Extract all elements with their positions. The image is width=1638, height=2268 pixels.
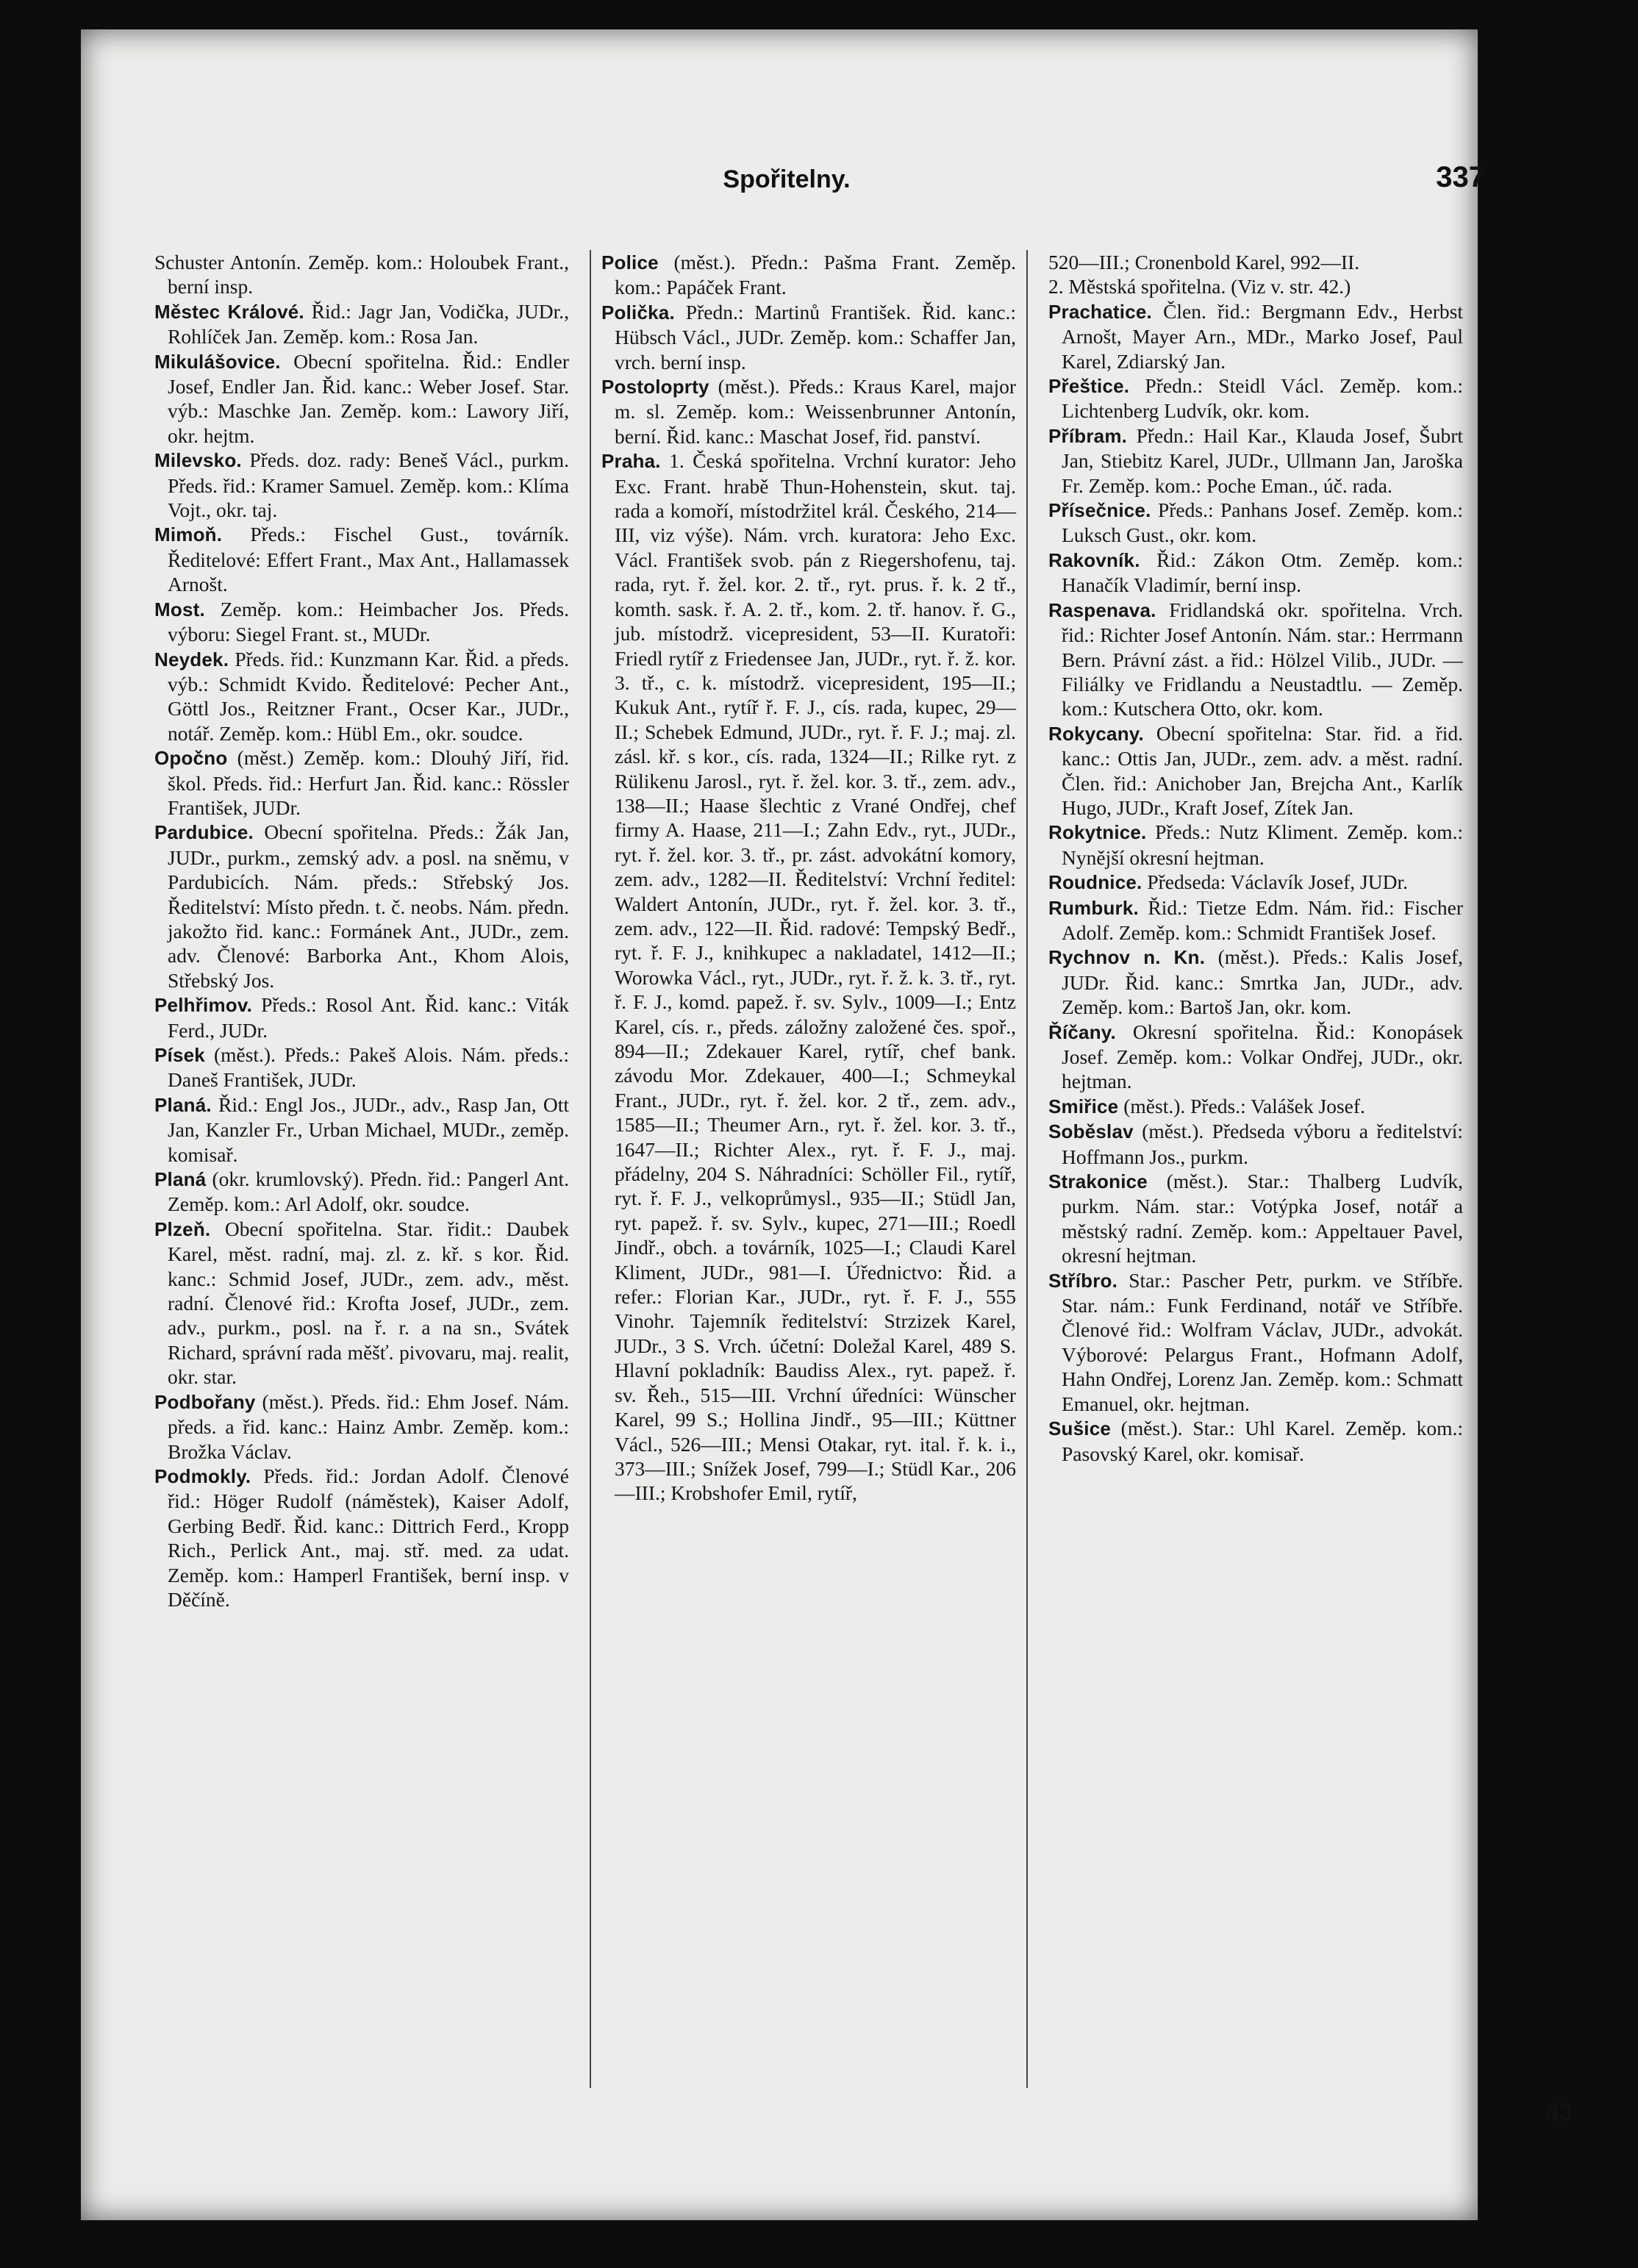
directory-entry <box>154 522 569 596</box>
entry-text: (měst.). Star.: Thalberg Ludvík, purkm. Nám. star.: Votýpka Josef, notář a městský radní. Zeměp. kom.: Appeltauer Pavel, okresní hejtman. <box>1062 1170 1463 1267</box>
directory-entry <box>154 1217 569 1389</box>
entry-text: Fridlandská okr. spořitelna. Vrch. řid.: Richter Josef Antonín. Nám. star.: Herrmann Bern. Právní zást. a řid.: Hölzel Vilib., JUDr. — Filiálky ve Fridlandu a Neustadtlu. — Zeměp. kom.: Kutschera Otto, okr. kom. <box>1062 598 1463 720</box>
directory-entry <box>154 597 569 647</box>
directory-entry <box>1048 598 1463 721</box>
entry-text: (měst.). Předs.: Pakeš Alois. Nám. předs.: Daneš František, JUDr. <box>168 1043 569 1092</box>
directory-entry <box>1048 1268 1463 1416</box>
entry-text: (měst.). Předs.: Kraus Karel, major m. sl. Zeměp. kom.: Weissenbrunner Antonín, berní. Řid. kanc.: Maschat Josef, řid. panství. <box>615 375 1016 448</box>
column-middle <box>590 250 1028 2088</box>
place-name: Prachatice. <box>1048 300 1152 323</box>
place-name: Městec Králové. <box>154 300 304 323</box>
page-header <box>81 161 1485 210</box>
directory-entry <box>1048 299 1463 373</box>
entry-text: 520—III.; Cronenbold Karel, 992—II. <box>1048 251 1360 273</box>
column-right <box>1048 250 1463 2088</box>
place-name: Planá <box>154 1168 207 1191</box>
page-number: 337 <box>1436 161 1485 193</box>
entry-text: Obecní spořitelna. Předs.: Žák Jan, JUDr., purkm., zemský adv. a posl. na sněmu, v Pardubicích. Nám. předs.: Střebský Jos. Ředitelství: Místo předn. t. č. neobs. Nám. předn. jakožto řid. kanc.: Formánek Ant., JUDr., zem. adv. Členové: Barborka Ant., Khom Alois, Střebský Jos. <box>168 820 569 992</box>
directory-entry <box>601 374 1016 448</box>
entry-text: (měst.). Předs. řid.: Ehm Josef. Nám. předs. a řid. kanc.: Hainz Ambr. Zeměp. kom.: Brožka Václav. <box>168 1389 569 1463</box>
entry-text: Zeměp. kom.: Heimbacher Jos. Předs. výboru: Siegel Frant. st., MUDr. <box>168 597 569 646</box>
place-name: Planá. <box>154 1093 212 1116</box>
place-name: Stříbro. <box>1048 1269 1118 1292</box>
place-name: Příbram. <box>1048 424 1128 447</box>
directory-entry <box>1048 820 1463 870</box>
place-name: Strakonice <box>1048 1170 1148 1193</box>
directory-entry <box>1048 250 1463 274</box>
column-left <box>154 250 569 2088</box>
directory-entry <box>154 745 569 820</box>
directory-entry <box>1048 945 1463 1019</box>
directory-entry <box>1048 895 1463 945</box>
place-name: Rakovník. <box>1048 548 1140 571</box>
place-name: Neydek. <box>154 648 229 670</box>
place-name: Mimoň. <box>154 523 223 546</box>
entry-text: (měst.). Předseda výboru a ředitelství: Hoffmann Jos., purkm. <box>1062 1120 1463 1168</box>
directory-entry <box>154 992 569 1042</box>
place-name: Polička. <box>601 301 675 323</box>
directory-entry <box>1048 498 1463 548</box>
place-name: Smiřice <box>1048 1095 1119 1117</box>
entry-text: Předs.: Nutz Kliment. Zeměp. kom.: Nynější okresní hejtman. <box>1062 820 1463 869</box>
directory-entry <box>154 299 569 349</box>
entry-text: Řid.: Tietze Edm. Nám. řid.: Fischer Adolf. Zeměp. kom.: Schmidt František Josef. <box>1062 895 1463 944</box>
place-name: Rychnov n. Kn. <box>1048 946 1206 969</box>
entry-text: Předs.: Fischel Gust., továrník. Ředitelové: Effert Frant., Max Ant., Hallamassek Arnošt. <box>168 523 569 596</box>
directory-entry <box>154 1389 569 1464</box>
place-name: Postoloprty <box>601 376 709 398</box>
directory-entry <box>1048 870 1463 895</box>
directory-entry <box>154 1092 569 1167</box>
place-name: Říčany. <box>1048 1020 1116 1043</box>
entry-text: Předs. doz. rady: Beneš Václ., purkm. Předs. řid.: Kramer Samuel. Zeměp. kom.: Klíma Vojt., okr. taj. <box>168 448 569 522</box>
directory-entry <box>154 1464 569 1611</box>
place-name: Sušice <box>1048 1417 1112 1440</box>
entry-text: Řid.: Zákon Otm. Zeměp. kom.: Hanačík Vladimír, berní insp. <box>1062 548 1463 597</box>
place-name: Opočno <box>154 747 228 770</box>
place-name: Podmokly. <box>154 1464 251 1487</box>
entry-text: Schuster Antonín. Zeměp. kom.: Holoubek Frant., berní insp. <box>154 251 569 298</box>
entry-text: Člen. řid.: Bergmann Edv., Herbst Arnošt, Mayer Arn., MDr., Marko Josef, Paul Karel, Zdiarský Jan. <box>1062 299 1463 373</box>
entry-text: (měst.) Zeměp. kom.: Dlouhý Jiří, řid. škol. Předs. řid.: Herfurt Jan. Řid. kanc.: Rössler František, JUDr. <box>168 746 569 819</box>
directory-entry <box>1048 1094 1463 1119</box>
place-name: Plzeň. <box>154 1217 211 1240</box>
directory-entry <box>1048 373 1463 423</box>
place-name: Milevsko. <box>154 449 242 472</box>
place-name: Rokytnice. <box>1048 821 1147 844</box>
place-name: Mikulášovice. <box>154 350 281 373</box>
directory-entry <box>601 300 1016 374</box>
directory-entry <box>1048 274 1463 298</box>
entry-text: Okresní spořitelna. Řid.: Konopásek Josef. Zeměp. kom.: Volkar Ondřej, JUDr., okr. hejtman. <box>1062 1020 1463 1093</box>
place-name: Přeštice. <box>1048 375 1130 398</box>
entry-text: Předn.: Steidl Václ. Zeměp. kom.: Lichtenberg Ludvík, okr. kom. <box>1062 374 1463 423</box>
entry-text: (okr. krumlovský). Předn. řid.: Pangerl Ant. Zeměp. kom.: Arl Adolf, okr. soudce. <box>168 1167 569 1216</box>
entry-text: Předs.: Panhans Josef. Zeměp. kom.: Luksch Gust., okr. kom. <box>1062 498 1463 547</box>
entry-text: (měst.). Předn.: Pašma Frant. Zeměp. kom.: Papáček Frant. <box>615 251 1017 299</box>
directory-entry <box>154 1042 569 1092</box>
entry-text: (měst.). Star.: Uhl Karel. Zeměp. kom.: Pasovský Karel, okr. komisař. <box>1062 1417 1463 1465</box>
entry-text: Obecní spořitelna. Řid.: Endler Josef, Endler Jan. Řid. kanc.: Weber Josef. Star. výb.: Maschke Jan. Zeměp. kom.: Lawory Jiří, okr. hejtm. <box>168 349 569 447</box>
place-name: Rokycany. <box>1048 722 1144 745</box>
entry-text: 1. Česká spořitelna. Vrchní kurator: Jeho Exc. Frant. hrabě Thun-Hohenstein, skut. taj. rada a komoří, místodržitel král. Českého, 214—III, viz výše). Nám. vrch. kuratora: Jeho Exc. Václ. František svob. pán z Riegershofenu, taj. rada, ryt. ř. žel. kor. 2. tř., ryt. prus. ř. k. 2 tř., komth. sask. ř. A. 2. tř., kom. 2. tř. hanov. ř. G., jub. místodrž. vicepresident, 53—II. Kuratoři: Friedl rytíř z Friedensee Jan, JUDr., ryt. ř. ž. kor. 3. tř., c. k. místodrž. vicepresident, 195—II.; Kukuk Ant., rytíř ř. F. J., cís. rada, kupec, 29—II.; Schebek Edmund, JUDr., ryt. ř. F. J.; maj. zl. zásl. kř. s kor., cís. rada, 1324—II.; Rilke ryt. z Rülikenu Jarosl., ryt. ř. žel. kor. 3. tř., zem. adv., 138—II.; Haase šlechtic z Vrané Ondřej, chef firmy A. Haase, 211—I.; Zahn Edv., ryt., JUDr., ryt. ř. žel. kor. 3. tř., pr. zást. advokátní komory, zem. adv., 1282—II. Ředitelství: Vrchní ředitel: Waldert Antonín, JUDr., ryt. ř. žel. kor. 3. tř., zem. adv., 122—II. Řid. radové: Tempský Bedř., ryt. ř. F. J., knihkupec a nakladatel, 1412—II.; Worowka Václ., ryt., JUDr., ryt. ř. ž. k. 3. tř., ryt. ř. F. J., komd. papež. ř. sv. Sylv., 1009—I.; Entz Karel, cís. r., předs. záložny založené čes. spoř., 894—II.; Zdekauer Karel, rytíř, chef bank. závodu Mor. Zdekauer, 400—I.; Schmeykal Frant., JUDr., ryt. ř. žel. kor. 2 tř., zem. adv., 1585—II.; Theumer Arn., ryt. ř. žel. kor. 3. tř., 1647—II.; Richter Alex., ryt. ř. F. J., maj. přádelny, 204 S. Náhradníci: Schöller Fil., rytíř, ryt. ř. F. J., velkoprůmysl., 935—II.; Stüdl Jan, ryt. papež. ř. sv. Sylv., kupec, 271—III.; Roedl Jindř., obch. a továrník, 1025—I.; Claudi Karel Kliment, JUDr., 981—I. Úřednictvo: Řid. a refer.: Florian Kar., JUDr., ryt. ř. F. J., 555 Vinohr. Tajemník ředitelství: Strzizek Karel, JUDr., 3 S. Vrch. účetní: Doležal Karel, 489 S. Hlavní pokladník: Baudiss Alex., ryt. papež. ř. sv. Řeh., 515—III. Vrchní úředníci: Wünscher Karel, 99 S.; Hollina Jindř., 95—III.; Küttner Václ., 526—III.; Mensi Otakar, ryt. ital. ř. k. i., 373—III.; Snížek Josef, 799—I.; Stüdl Kar., 206—III.; Krobshofer Emil, rytíř, <box>615 449 1017 1505</box>
entry-text: Obecní spořitelna. Star. řidit.: Daubek Karel, měst. radní, maj. zl. z. kř. s kor. Řid. kanc.: Schmid Josef, JUDr., zem. adv., měst. radní. Členové řid.: Krofta Josef, JUDr., zem. adv., purkm., posl. na ř. r. a na sn., Svátek Richard, správní rada měšť. pivovaru, maj. realit, okr. star. <box>168 1217 569 1389</box>
directory-entry <box>1048 1169 1463 1268</box>
directory-entry <box>1048 548 1463 598</box>
directory-entry <box>1048 721 1463 820</box>
directory-entry <box>154 820 569 992</box>
running-head: Spořitelny. <box>723 165 851 193</box>
entry-text: Předseda: Václavík Josef, JUDr. <box>1147 870 1408 894</box>
directory-entry <box>1048 1416 1463 1466</box>
text-columns <box>154 250 1463 2088</box>
entry-text: Předs. řid.: Jordan Adolf. Členové řid.: Höger Rudolf (náměstek), Kaiser Adolf, Gerbing Bedř. Řid. kanc.: Dittrich Ferd., Kropp Rich., Perlick Ant., maj. stř. med. za udat. Zeměp. kom.: Hamperl František, berní insp. v Děčíně. <box>168 1464 569 1611</box>
directory-entry <box>154 448 569 522</box>
place-name: Soběslav <box>1048 1120 1134 1143</box>
place-name: Pardubice. <box>154 821 254 844</box>
place-name: Rumburk. <box>1048 896 1139 919</box>
entry-text: Předn.: Hail Kar., Klauda Josef, Šubrt Jan, Stiebitz Karel, JUDr., Ullmann Jan, Jaroška Fr. Zeměp. kom.: Poche Eman., úč. rada. <box>1062 423 1463 497</box>
place-name: Praha. <box>601 450 661 473</box>
entry-text: Předs. řid.: Kunzmann Kar. Řid. a předs. výb.: Schmidt Kvido. Ředitelové: Pecher Ant., Göttl Jos., Reitzner Frant., Ocser Kar., JUDr., notář. Zeměp. kom.: Hübl Em., okr. soudce. <box>168 647 569 745</box>
directory-entry <box>1048 1020 1463 1094</box>
place-name: Most. <box>154 598 205 620</box>
directory-entry <box>1048 1119 1463 1169</box>
entry-text: Předs.: Rosol Ant. Řid. kanc.: Viták Ferd., JUDr. <box>168 993 569 1042</box>
entry-text: (měst.). Předs.: Valášek Josef. <box>1123 1094 1365 1117</box>
directory-entry <box>154 349 569 448</box>
directory-entry <box>601 250 1016 300</box>
place-name: Podbořany <box>154 1390 256 1413</box>
entry-text: Předn.: Martinů František. Řid. kanc.: Hübsch Václ., JUDr. Zeměp. kom.: Schaffer Jan, vrch. berní insp. <box>615 300 1016 373</box>
entry-text: (měst.). Předs.: Kalis Josef, JUDr. Řid. kanc.: Smrtka Jan, JUDr., adv. Zeměp. kom.: Bartoš Jan, okr. kom. <box>1062 945 1463 1019</box>
entry-text: Star.: Pascher Petr, purkm. ve Stříbře. Star. nám.: Funk Ferdinand, notář ve Stříbře. Členové řid.: Wolfram Václav, JUDr., advokát. Výborové: Pelargus Frant., Hofmann Adolf, Hahn Ondřej, Lorenz Jan. Zeměp. kom.: Schmatt Emanuel, okr. hejtman. <box>1062 1268 1463 1415</box>
place-name: Písek <box>154 1044 205 1066</box>
directory-entry <box>154 1167 569 1217</box>
directory-entry <box>1048 423 1463 498</box>
entry-text: Obecní spořitelna: Star. řid. a řid. kanc.: Ottis Jan, JUDr., zem. adv. a měst. radní. Člen. řid.: Anichober Jan, Brejcha Ant., Karlík Hugo, JUDr., Kraft Josef, Zítek Jan. <box>1062 721 1463 819</box>
directory-entry <box>601 448 1016 1505</box>
place-name: Přísečnice. <box>1048 499 1151 522</box>
place-name: Roudnice. <box>1048 871 1142 894</box>
place-name: Police <box>601 251 659 273</box>
entry-text: Řid.: Engl Jos., JUDr., adv., Rasp Jan, Ott Jan, Kanzler Fr., Urban Michael, MUDr., zeměp. komisař. <box>168 1092 569 1166</box>
signature-mark: 43 <box>1545 2099 1572 2125</box>
directory-entry <box>154 250 569 299</box>
place-name: Pelhřimov. <box>154 994 253 1017</box>
entry-text: 2. Městská spořitelna. (Viz v. str. 42.) <box>1048 275 1351 298</box>
entry-text: Řid.: Jagr Jan, Vodička, JUDr., Rohlíček Jan. Zeměp. kom.: Rosa Jan. <box>168 299 569 348</box>
directory-entry <box>154 647 569 746</box>
place-name: Raspenava. <box>1048 598 1156 621</box>
